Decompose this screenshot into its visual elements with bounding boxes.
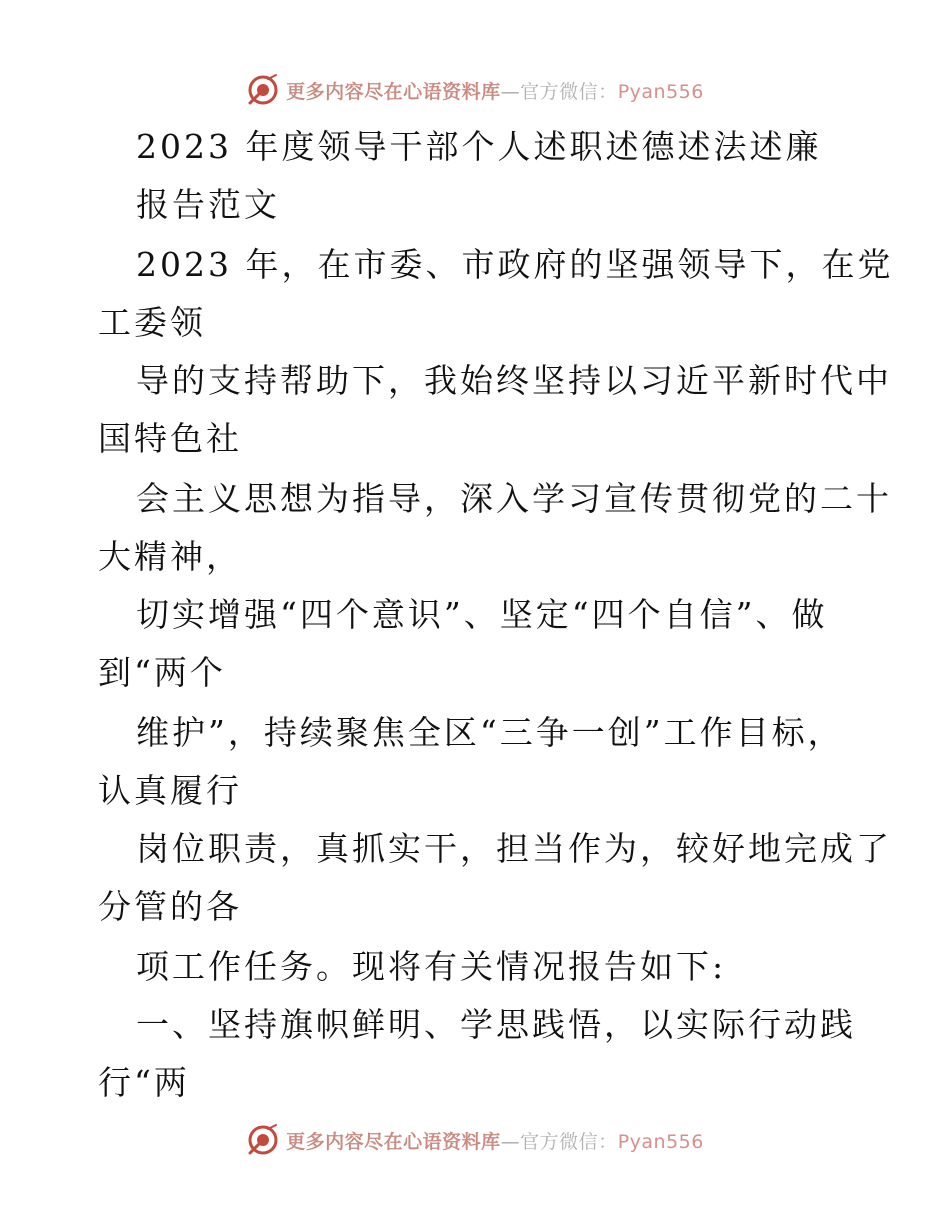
header-watermark-text: 更多内容尽在心语资料库—官方微信：Pyan556: [286, 80, 704, 103]
text-line: 分管的各: [98, 887, 242, 926]
heading-line-continued: 行“两: [98, 1063, 190, 1102]
text-line: 工委领: [98, 303, 206, 342]
footer-watermark: [0, 1120, 950, 1160]
text-line: 2023 年，在市委、市政府的坚强领导下，在党: [136, 245, 894, 284]
text-line: 导的支持帮助下，我始终坚持以习近平新时代中: [136, 361, 892, 400]
text-line: 会主义思想为指导，深入学习宣传贯彻党的二十: [136, 479, 892, 518]
text-line: 维护”，持续聚焦全区“三争一创”工作目标，: [136, 713, 844, 752]
title-line-1: 2023 年度领导干部个人述职述德述法述廉: [136, 127, 822, 166]
title-line-2: 报告范文: [136, 185, 280, 224]
text-line: 切实增强“四个意识”、坚定“四个自信”、做: [136, 595, 828, 634]
text-line: 项工作任务。现将有关情况报告如下:: [136, 947, 727, 986]
pen-logo-icon: [246, 73, 280, 107]
footer-watermark-text: 更多内容尽在心语资料库—官方微信：Pyan556: [286, 1130, 704, 1153]
text-line: 大精神，: [98, 537, 242, 576]
text-line: 认真履行: [98, 771, 242, 810]
pen-logo-icon: [246, 1123, 280, 1157]
text-line: 岗位职责，真抓实干，担当作为，较好地完成了: [136, 829, 892, 868]
text-line: 到“两个: [98, 653, 226, 692]
header-watermark: [0, 70, 950, 110]
heading-line: 一、坚持旗帜鲜明、学思践悟，以实际行动践: [136, 1005, 856, 1044]
text-line: 国特色社: [98, 419, 242, 458]
